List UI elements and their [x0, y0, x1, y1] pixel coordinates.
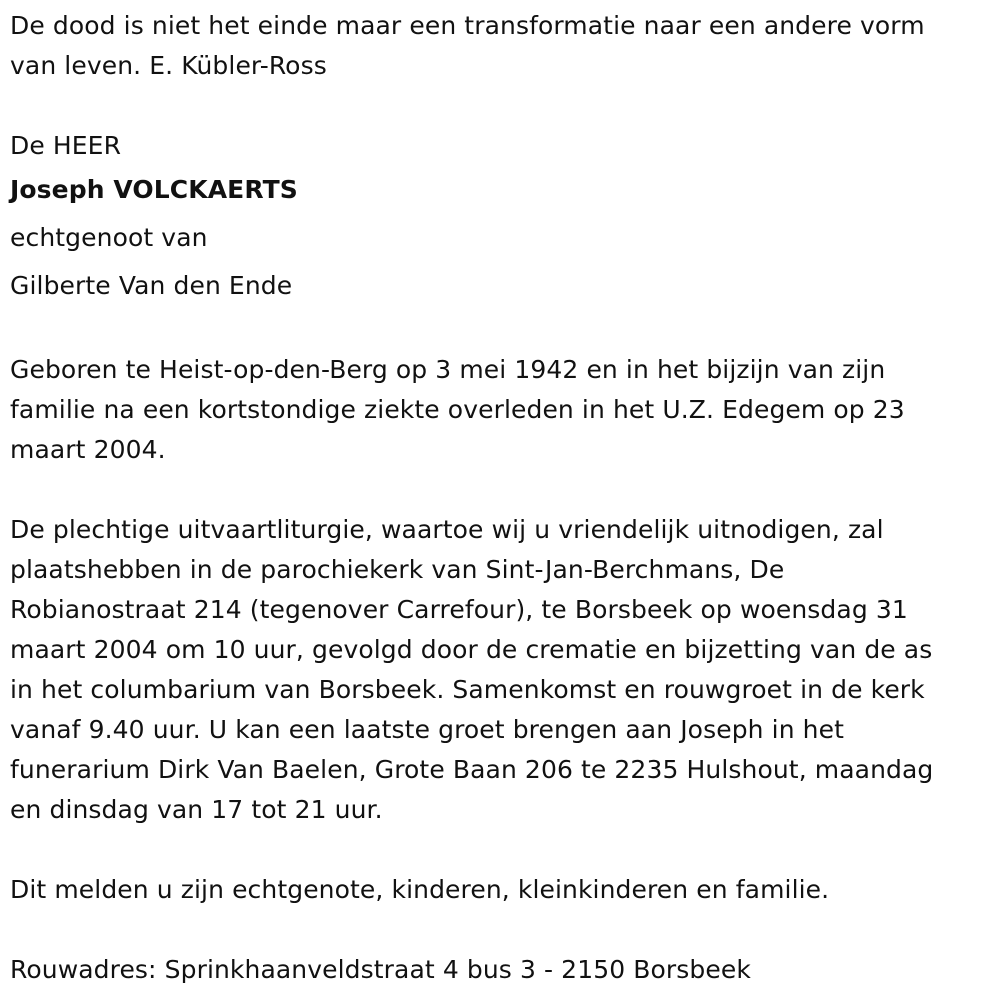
address-paragraph [10, 950, 995, 990]
announcement-text: Dit melden u zijn echtgenote, kinderen, kleinkinderen en familie. [10, 875, 830, 904]
mourning-address: Rouwadres: Sprinkhaanveldstraat 4 bus 3 - 2150 Borsbeek [10, 955, 751, 984]
spouse-name: Gilberte Van den Ende [10, 271, 293, 300]
quote-line: De dood is niet het einde maar een transformatie naar een andere vorm [10, 11, 925, 40]
spacer [10, 86, 995, 126]
spacer [10, 830, 995, 870]
funeral-line: en dinsdag van 17 tot 21 uur. [10, 795, 383, 824]
relation-text: echtgenoot van [10, 223, 208, 252]
funeral-line: in het columbarium van Borsbeek. Samenkomst en rouwgroet in de kerk [10, 675, 925, 704]
funeral-line: plaatshebben in de parochiekerk van Sint-Jan-Berchmans, De [10, 555, 785, 584]
funeral-line: Robianostraat 214 (tegenover Carrefour), te Borsbeek op woensdag 31 [10, 595, 908, 624]
obituary-notice [10, 6, 995, 990]
deceased-name: Joseph VOLCKAERTS [10, 175, 298, 204]
birth-death-line: familie na een kortstondige ziekte overleden in het U.Z. Edegem op 23 [10, 395, 905, 424]
spacer [10, 470, 995, 510]
quote-paragraph [10, 6, 995, 86]
birth-death-paragraph [10, 350, 995, 470]
funeral-line: vanaf 9.40 uur. U kan een laatste groet brengen aan Joseph in het [10, 715, 845, 744]
birth-death-line: maart 2004. [10, 435, 166, 464]
quote-line: van leven. E. Kübler-Ross [10, 51, 327, 80]
funeral-line: De plechtige uitvaartliturgie, waartoe wij u vriendelijk uitnodigen, zal [10, 515, 884, 544]
funeral-line: maart 2004 om 10 uur, gevolgd door de crematie en bijzetting van de as [10, 635, 933, 664]
spacer [10, 910, 995, 950]
funeral-line: funerarium Dirk Van Baelen, Grote Baan 206 te 2235 Hulshout, maandag [10, 755, 934, 784]
funeral-paragraph [10, 510, 995, 830]
honorific-title: De HEER [10, 131, 122, 160]
deceased-block [10, 126, 995, 310]
spacer [10, 310, 995, 350]
announcement-paragraph [10, 870, 995, 910]
birth-death-line: Geboren te Heist-op-den-Berg op 3 mei 1942 en in het bijzijn van zijn [10, 355, 886, 384]
